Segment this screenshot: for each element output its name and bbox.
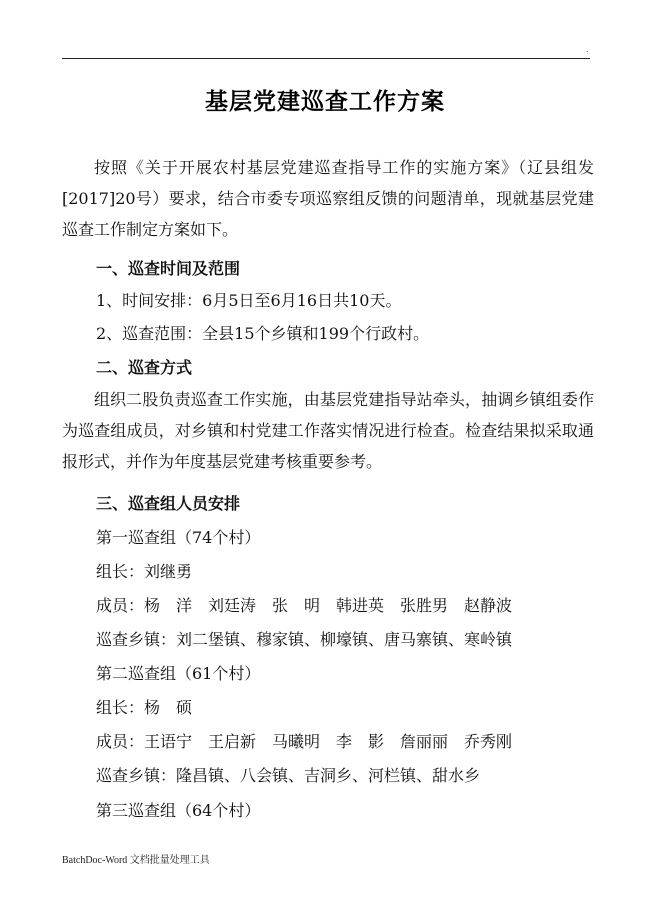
section1-heading: 一、巡查时间及范围 bbox=[96, 259, 241, 278]
section1-item-time: 1、时间安排：6月5日至6月16日共10天。 bbox=[96, 291, 402, 310]
group3-name: 第三巡查组（64个村） bbox=[96, 801, 261, 820]
header-rule bbox=[62, 58, 590, 59]
footer-watermark: BatchDoc-Word 文档批量处理工具 bbox=[62, 855, 210, 866]
group1-leader: 组长：刘继勇 bbox=[96, 562, 193, 581]
group1-towns: 巡查乡镇：刘二堡镇、穆家镇、柳壕镇、唐马寨镇、寒岭镇 bbox=[96, 630, 513, 649]
intro-paragraph: 按照《关于开展农村基层党建巡查指导工作的实施方案》（辽县组发[2017]20号）要求，结合市委专项巡察组反馈的问题清单，现就基层党建巡查工作制定方案如下。 bbox=[62, 158, 594, 239]
group2-towns: 巡查乡镇：隆昌镇、八会镇、吉洞乡、河栏镇、甜水乡 bbox=[96, 766, 481, 785]
group2-members: 成员：王语宁 王启新 马曦明 李 影 詹丽丽 乔秀刚 bbox=[96, 732, 513, 751]
group1-name: 第一巡查组（74个村） bbox=[96, 528, 261, 547]
section1-item-scope: 2、巡查范围：全县15个乡镇和199个行政村。 bbox=[96, 324, 430, 343]
section3-heading: 三、巡查组人员安排 bbox=[96, 494, 241, 513]
group1-members: 成员：杨 洋 刘廷涛 张 明 韩进英 张胜男 赵静波 bbox=[96, 596, 513, 615]
group2-name: 第二巡查组（61个村） bbox=[96, 664, 261, 683]
header-mark: . bbox=[586, 45, 589, 54]
document-title: 基层党建巡查工作方案 bbox=[205, 89, 445, 115]
group2-leader: 组长：杨 硕 bbox=[96, 698, 193, 717]
section2-paragraph: 组织二股负责巡查工作实施，由基层党建指导站牵头，抽调乡镇组委作为巡查组成员，对乡镇和村党建工作落实情况进行检查。检查结果拟采取通报形式，并作为年度基层党建考核重要参考。 bbox=[62, 390, 594, 471]
section2-heading: 二、巡查方式 bbox=[96, 358, 193, 377]
